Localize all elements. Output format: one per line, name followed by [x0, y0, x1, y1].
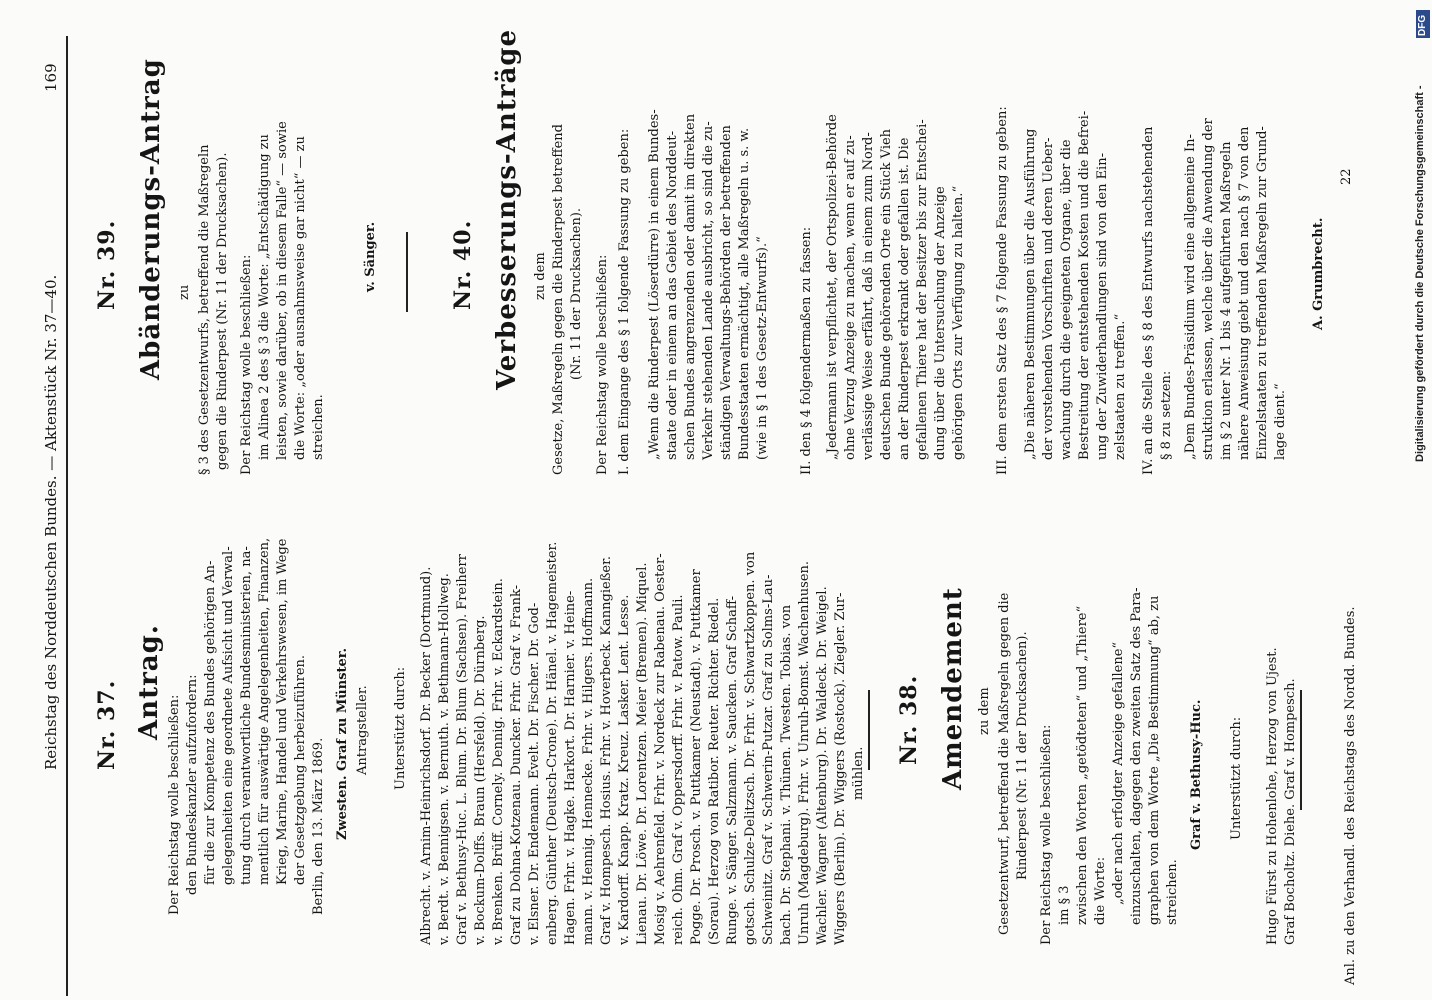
- nr39-line: die Worte: „oder ausnahmsweise gar nicht“ — zu: [293, 136, 308, 460]
- dfg-logo: DFG: [1416, 10, 1430, 38]
- nr40-line: II. den § 4 folgendermaßen zu fassen:: [799, 226, 814, 475]
- nr39-line: § 3 des Gesetzentwurfs, betreffend die Maßregeln: [197, 144, 212, 475]
- nr37-supporter: v. Brenken. Brüff. Cornely. Dennig. Frhr. v. Eckardstein.: [491, 578, 506, 945]
- nr37-supporter: gotsch. Schulze-Delitzsch. Dr. Frhr. v. Schwartzkoppen. von: [743, 551, 758, 945]
- nr40-line: I. dem Eingange des § 1 folgende Fassung zu geben:: [617, 128, 632, 475]
- nr40-line: Einzelstaaten zu treffenden Maßregeln zur Grund-: [1255, 126, 1270, 460]
- nr37-supporter: mann. v. Hennig. Hennecke. Frhr. v. Hilgers. Hoffmann.: [581, 577, 596, 945]
- nr40-title: Verbesserungs-Anträge: [492, 28, 522, 390]
- nr40-line: schen Bundes angrenzenden oder damit im direkten: [683, 113, 698, 460]
- nr37-line: mentlich für auswärtige Angelegenheiten, Finanzen,: [257, 537, 272, 885]
- nr37-line: für die zur Kompetenz des Bundes gehörigen An-: [203, 560, 218, 885]
- nr38-number: Nr. 38.: [896, 674, 922, 765]
- nr40-line: (wie in § 1 des Gesetz-Entwurfs).“: [755, 236, 770, 460]
- nr37-supporter: v. Kardorff. Knapp. Kratz. Kreuz. Lasker. Lent. Lesse.: [617, 594, 632, 945]
- nr38-line: zu dem: [977, 687, 992, 735]
- nr39-line: im Alinea 2 des § 3 die Worte: „Entschädigung zu: [257, 134, 272, 460]
- nr40-line: wachung durch die geeigneten Organe, über die: [1059, 139, 1074, 460]
- nr40-line: „Die näheren Bestimmungen über die Ausführung: [1023, 128, 1038, 460]
- nr38-line: die Worte:: [1093, 856, 1108, 925]
- nr40-line: „Jedermann ist verpflichtet, der Ortspolizei-Behörde: [825, 114, 840, 460]
- nr37-supported: Unterstützt durch:: [393, 666, 408, 790]
- nr40-line: Gesetze, Maßregeln gegen die Rinderpest betreffend: [551, 123, 566, 475]
- nr40-line: staate oder in einem an das Gebiet des Norddeut-: [665, 131, 680, 460]
- nr40-number: Nr. 40.: [450, 219, 476, 310]
- nr40-signer: A. Grumbrecht.: [1311, 217, 1326, 330]
- footer-text: Anl. zu den Verhandl. des Reichstags des Nordd. Bundes.: [1343, 606, 1358, 985]
- nr38-line: streichen.: [1165, 859, 1180, 925]
- nr40-line: ständigen Verwaltungs-Behörden der betreffenden: [719, 125, 734, 460]
- nr37-number: Nr. 37.: [94, 679, 120, 770]
- nr40-line: deutschen Bunde gehörenden Orte ein Stück Vieh: [879, 128, 894, 460]
- nr37-signer: Zwesten. Graf zu Münster.: [335, 648, 350, 840]
- nr37-line: tung durch verantwortliche Bundesministerien, na-: [239, 546, 254, 885]
- nr37-supporter: Runge. v. Sänger. Salzmann. v. Saucken. Graf Schaff-: [725, 595, 740, 945]
- nr37-role: Antragsteller.: [355, 685, 370, 775]
- nr37-supporter: Pogge. Dr. Prosch. v. Puttkamer (Neustadt). v. Puttkamer: [689, 569, 704, 945]
- nr40-line: lage dient.“: [1273, 383, 1288, 460]
- nr37-end-rule: [868, 690, 870, 770]
- nr40-line: zu dem: [533, 252, 548, 300]
- nr39-number: Nr. 39.: [94, 219, 120, 310]
- nr37-supporter: Graf v. Hompesch. Hosius. Frhr. v. Hoverbeck. Kanngießer.: [599, 555, 614, 945]
- nr40-line: Verkehr stehenden Lande ausbricht, so sind die zu-: [701, 121, 716, 460]
- dfg-credit-text: Digitalisierung gefördert durch die Deutsche Forschungsgemeinschaft -: [1414, 85, 1426, 462]
- nr37-supporter: Wachler. Wagner (Altenburg). Dr. Waldeck. Dr. Weigel.: [815, 586, 830, 945]
- nr40-line: III. dem ersten Satz des § 7 folgende Fassung zu geben:: [995, 106, 1010, 475]
- nr38-supporter: Hugo Fürst zu Hohenlohe, Herzog von Ujest.: [1265, 647, 1280, 945]
- nr40-line: dung über die Untersuchung der Anzeige: [933, 186, 948, 460]
- nr37-date: Berlin, den 13. März 1869.: [311, 737, 326, 915]
- nr38-title: Amendement: [938, 587, 968, 790]
- nr37-supporter: Albrecht. v. Arnim-Heinrichsdorf. Dr. Becker (Dortmund).: [419, 566, 434, 945]
- nr38-line: „oder nach erfolgter Anzeige gefallene“: [1111, 641, 1126, 905]
- nr37-supporter: reich. Ohm. Graf v. Oppersdorff. Frhr. v. Patow. Pauli.: [671, 594, 686, 945]
- nr38-line: Der Reichstag wolle beschließen:: [1039, 724, 1054, 945]
- nr37-supporter: bach. Dr. Stephani. v. Thünen. Twesten. Tobias. von: [779, 604, 794, 945]
- nr40-line: zelstaaten zu treffen.“: [1113, 313, 1128, 460]
- nr40-line: im § 2 unter Nr. 1 bis 4 aufgeführten Maßregeln: [1219, 141, 1234, 460]
- nr40-line: an der Rinderpest erkrankt oder gefallen ist. Die: [897, 137, 912, 460]
- nr38-line: einzuschalten, dagegen den zweiten Satz des Para-: [1129, 587, 1144, 925]
- nr40-line: gefallenen Thiere hat der Besitzer bis zur Entschei-: [915, 119, 930, 460]
- nr37-supporter: Mosig v. Aehrenfeld. Frhr. v. Nordeck zur Rabenau. Oester-: [653, 553, 668, 945]
- nr39-line: Der Reichstag wolle beschließen:: [239, 254, 254, 475]
- nr39-end-rule: [406, 232, 408, 312]
- nr37-line: der Gesetzgebung herbeizuführen.: [293, 654, 308, 885]
- nr40-line: Bestreitung der entstehenden Kosten und die Befrei-: [1077, 110, 1092, 460]
- nr40-line: IV. an die Stelle des § 8 des Entwurfs nachstehenden: [1141, 126, 1156, 475]
- nr39-line: gegen die Rinderpest (Nr. 11 der Drucksachen).: [215, 152, 230, 470]
- nr37-supporter: Graf zu Dohna-Kotzenau. Duncker. Frhr. Graf v. Frank-: [509, 585, 524, 945]
- nr38-line: Gesetzentwurf, betreffend die Maßregeln gegen die: [997, 592, 1012, 935]
- nr38-line: Rinderpest (Nr. 11 der Drucksachen).: [1015, 631, 1030, 880]
- footer-rule: [1300, 690, 1302, 810]
- nr40-line: „Wenn die Rinderpest (Löserdürre) in einem Bundes-: [647, 109, 662, 460]
- nr37-supporter: Lienau. Dr. Löwe. Dr. Lorentzen. Meier (Bremen). Miquel.: [635, 562, 650, 945]
- nr40-line: nähere Anweisung giebt und den nach § 7 von den: [1237, 126, 1252, 460]
- nr40-line: § 8 zu setzen:: [1159, 370, 1174, 460]
- nr37-supporter: Hagen. Frhr. v. Hagke. Harkort. Dr. Harnier. v. Heine-: [563, 590, 578, 945]
- nr38-line: graphen von dem Worte „Die Bestimmung“ ab, zu: [1147, 595, 1162, 925]
- nr40-line: „Dem Bundes-Präsidium wird eine allgemeine In-: [1183, 134, 1198, 460]
- nr39-line: zu: [177, 284, 192, 300]
- nr37-supporter: mühlen.: [851, 746, 866, 800]
- nr38-signer: Graf v. Bethusy-Huc.: [1189, 699, 1204, 850]
- nr39-signer: v. Sänger.: [363, 221, 378, 292]
- nr37-supporter: v. Berdt. v. Bennigsen. v. Bernuth. v. Bethmann-Hollweg.: [437, 573, 452, 945]
- nr38-supported: Unterstützt durch:: [1229, 716, 1244, 840]
- nr40-line: verlässige Weise erfährt, daß in einem zum Nord-: [861, 132, 876, 460]
- nr37-line: Krieg, Marine, Handel und Verkehrswesen, im Wege: [275, 538, 290, 885]
- nr40-line: der vorstehenden Vorschriften und deren Ueber-: [1041, 137, 1056, 460]
- nr37-line: den Bundeskanzler aufzufordern:: [185, 674, 200, 895]
- nr37-supporter: Graf v. Bethusy-Huc. L. Blum. Dr. Blum (Sachsen). Freiherr: [455, 554, 470, 945]
- nr38-line: im § 3: [1057, 885, 1072, 925]
- nr40-line: gehörigen Orts zur Verfügung zu halten.“: [951, 185, 966, 460]
- nr37-line: gelegenheiten eine geordnete Aufsicht und Verwal-: [221, 546, 236, 885]
- nr38-supporter: Graf Bocholtz. Diehe. Graf v. Hompesch.: [1283, 678, 1298, 945]
- nr40-line: (Nr. 11 der Drucksachen).: [569, 207, 584, 380]
- nr37-supporter: Schweinitz. Graf v. Schwerin-Putzar. Graf zu Solms-Lau-: [761, 574, 776, 945]
- nr37-title: Antrag.: [134, 624, 164, 740]
- nr37-supporter: Wiggers (Berlin). Dr. Wiggers (Rostock). Ziegler. Zur-: [833, 592, 848, 945]
- nr39-title: Abänderungs-Antrag: [136, 58, 166, 380]
- running-title: Reichstag des Norddeutschen Bundes. — Aktenstück Nr. 37—40.: [42, 274, 60, 770]
- nr39-line: leisten, sowie darüber, ob in diesem Falle“ — sowie: [275, 121, 290, 460]
- signature-mark: 22: [1339, 168, 1354, 185]
- nr40-line: ohne Verzug Anzeige zu machen, wenn er auf zu-: [843, 135, 858, 460]
- nr37-supporter: v. Bockum-Dolffs. Braun (Hersfeld). Dr. Dürnberg.: [473, 615, 488, 945]
- nr40-line: Bundesstaaten ermächtigt, alle Maßregeln u. s. w.: [737, 127, 752, 460]
- nr37-supporter: enberg. Günther (Deutsch-Crone). Dr. Hänel. v. Hagemeister.: [545, 541, 560, 945]
- nr37-supporter: v. Elsner. Dr. Endemann. Evelt. Dr. Fischer. Dr. God-: [527, 602, 542, 945]
- page-number: 169: [42, 63, 60, 92]
- nr40-line: Der Reichstag wolle beschließen:: [595, 254, 610, 475]
- nr37-supporter: (Sorau). Herzog von Ratibor. Reuter. Richter. Riedel.: [707, 597, 722, 945]
- header-rule: [66, 36, 68, 996]
- nr38-line: zwischen den Worten „getödteten“ und „Thiere“: [1075, 605, 1090, 925]
- nr39-line: streichen.: [311, 394, 326, 460]
- nr37-line: Der Reichstag wolle beschließen:: [167, 694, 182, 915]
- nr40-line: ung der Zuwiderhandlungen sind von den Ein-: [1095, 153, 1110, 460]
- nr37-supporter: Unruh (Magdeburg). Frhr. v. Unruh-Bomst. Wachenhusen.: [797, 560, 812, 945]
- nr40-line: struktion erlassen, welche über die Anwendung der: [1201, 118, 1216, 460]
